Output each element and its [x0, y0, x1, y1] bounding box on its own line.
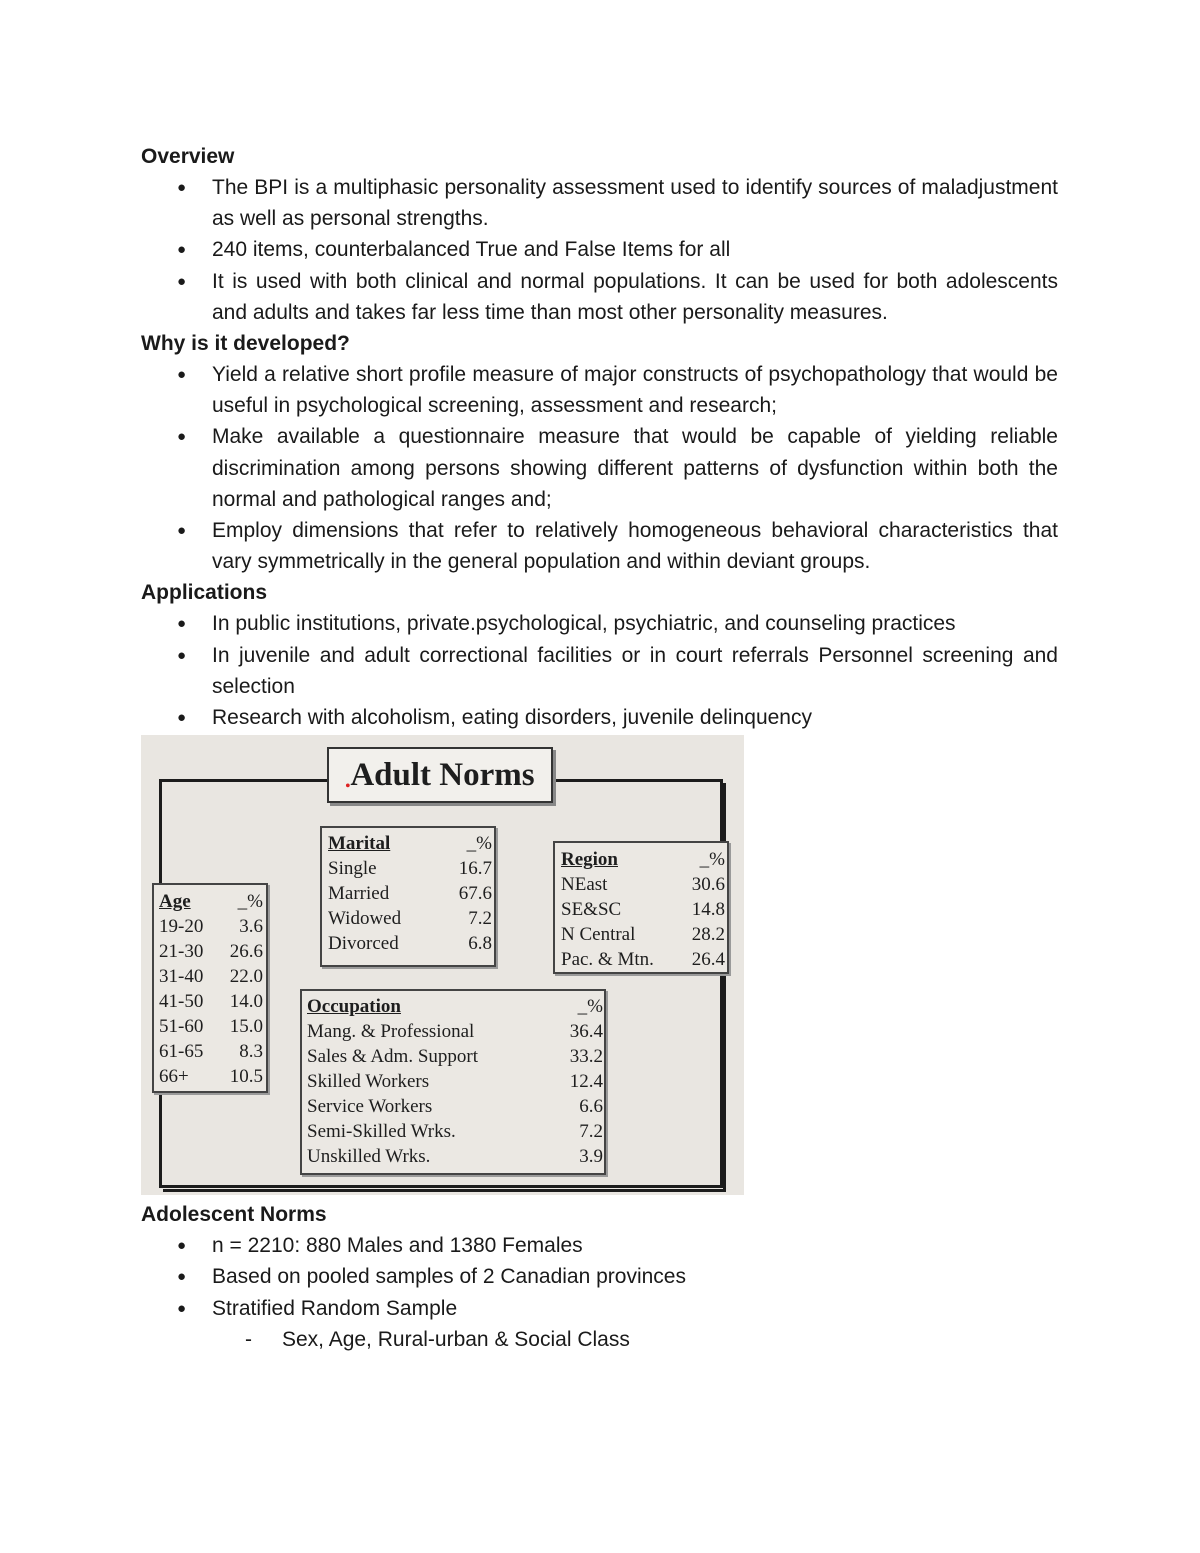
adult-norms-figure — [141, 735, 744, 1195]
table-row: Skilled Workers 12.4 — [307, 1071, 603, 1093]
table-row: Pac. & Mtn. 26.4 — [561, 949, 725, 971]
table-row: 19-20 3.6 — [159, 916, 263, 938]
list-item: ● In public institutions, private.psychological, psychiatric, and counseling practices — [141, 608, 1058, 639]
table-row: N Central 28.2 — [561, 924, 725, 946]
occupation-table: Occupation _% Mang. & Professional 36.4 Sales & Adm. Support 33.2 Skilled Workers 12.4 Service Workers 6.6 Semi-Skilled Wrks. 7.2 Unskilled Wrks. 3.9 — [300, 989, 606, 1175]
table-row: NEast 30.6 — [561, 874, 725, 896]
table-row: 31-40 22.0 — [159, 966, 263, 988]
adolescent-heading: Adolescent Norms — [141, 1203, 327, 1227]
age-table: Age _% 19-20 3.6 21-30 26.6 31-40 22.0 41-50 14.0 51-60 15.0 61-65 8.3 66+ 10.5 — [152, 883, 268, 1093]
bullet-icon: ● — [177, 179, 187, 196]
table-row: Sales & Adm. Support 33.2 — [307, 1046, 603, 1068]
table-row: Widowed 7.2 — [328, 908, 492, 930]
list-item: ● Yield a relative short profile measure of major constructs of psychopathology that would be useful in psychological screening, assessment and research; — [141, 359, 1058, 421]
bullet-icon: ● — [177, 522, 187, 540]
table-row: 21-30 26.6 — [159, 941, 263, 963]
table-row: Married 67.6 — [328, 883, 492, 905]
table-row: Semi-Skilled Wrks. 7.2 — [307, 1121, 603, 1143]
list-item: ● It is used with both clinical and normal populations. It can be used for both adolescents and adults and takes far less time than most other personality measures. — [141, 266, 1058, 328]
list-item: ● The BPI is a multiphasic personality assessment used to identify sources of maladjustment as well as personal strengths. — [141, 172, 1058, 234]
table-row: Divorced 6.8 — [328, 933, 492, 955]
bullet-icon: ● — [177, 1268, 187, 1286]
adolescent-list — [141, 1230, 1058, 1324]
bullet-icon: ● — [177, 709, 187, 727]
why-heading: Why is it developed? — [141, 332, 350, 356]
region-table: Region _% NEast 30.6 SE&SC 14.8 N Central 28.2 Pac. & Mtn. 26.4 — [553, 841, 729, 974]
bullet-icon: ● — [177, 646, 187, 664]
list-item: ● Make available a questionnaire measure that would be capable of yielding reliable discrimination among persons showing different patterns of dysfunction within both the normal and pathological ranges and; — [141, 421, 1058, 515]
table-row: 66+ 10.5 — [159, 1066, 263, 1088]
list-item: ● In juvenile and adult correctional facilities or in court referrals Personnel screening and selection — [141, 640, 1058, 702]
list-item: ● Based on pooled samples of 2 Canadian provinces — [141, 1261, 1058, 1292]
table-row: Service Workers 6.6 — [307, 1096, 603, 1118]
table-row: 61-65 8.3 — [159, 1041, 263, 1063]
why-list — [141, 359, 1058, 577]
adolescent-sublist — [141, 1324, 1058, 1355]
red-dot-icon: • — [345, 779, 351, 795]
dash-icon: - — [245, 1327, 252, 1351]
applications-heading: Applications — [141, 581, 268, 605]
list-item: ● Stratified Random Sample — [141, 1293, 1058, 1324]
table-row: 41-50 14.0 — [159, 991, 263, 1013]
sub-list-item: - Sex, Age, Rural-urban & Social Class — [141, 1324, 1058, 1355]
table-row: Single 16.7 — [328, 858, 492, 880]
adult-norms-title: •Adult Norms — [327, 747, 553, 803]
bullet-icon: ● — [177, 241, 187, 259]
table-row: Unskilled Wrks. 3.9 — [307, 1146, 603, 1168]
list-item: ● Research with alcoholism, eating disorders, juvenile delinquency — [141, 702, 1058, 733]
table-row: SE&SC 14.8 — [561, 899, 725, 921]
document — [141, 141, 1058, 1355]
bullet-icon: ● — [177, 366, 187, 384]
bullet-icon: ● — [177, 615, 187, 633]
overview-list — [141, 172, 1058, 328]
marital-table: Marital _% Single 16.7 Married 67.6 Widowed 7.2 Divorced 6.8 — [320, 826, 496, 967]
bullet-icon: ● — [177, 1299, 187, 1317]
applications-list — [141, 608, 1058, 733]
overview-heading: Overview — [141, 145, 235, 168]
table-row: 51-60 15.0 — [159, 1016, 263, 1038]
table-row: Mang. & Professional 36.4 — [307, 1021, 603, 1043]
list-item: ● Employ dimensions that refer to relatively homogeneous behavioral characteristics that vary symmetrically in the general population and within deviant groups. — [141, 515, 1058, 577]
bullet-icon: ● — [177, 272, 187, 290]
bullet-icon: ● — [177, 1237, 187, 1255]
bullet-icon: ● — [177, 428, 187, 446]
list-item: ● 240 items, counterbalanced True and False Items for all — [141, 234, 1058, 265]
list-item: ● n = 2210: 880 Males and 1380 Females — [141, 1230, 1058, 1261]
